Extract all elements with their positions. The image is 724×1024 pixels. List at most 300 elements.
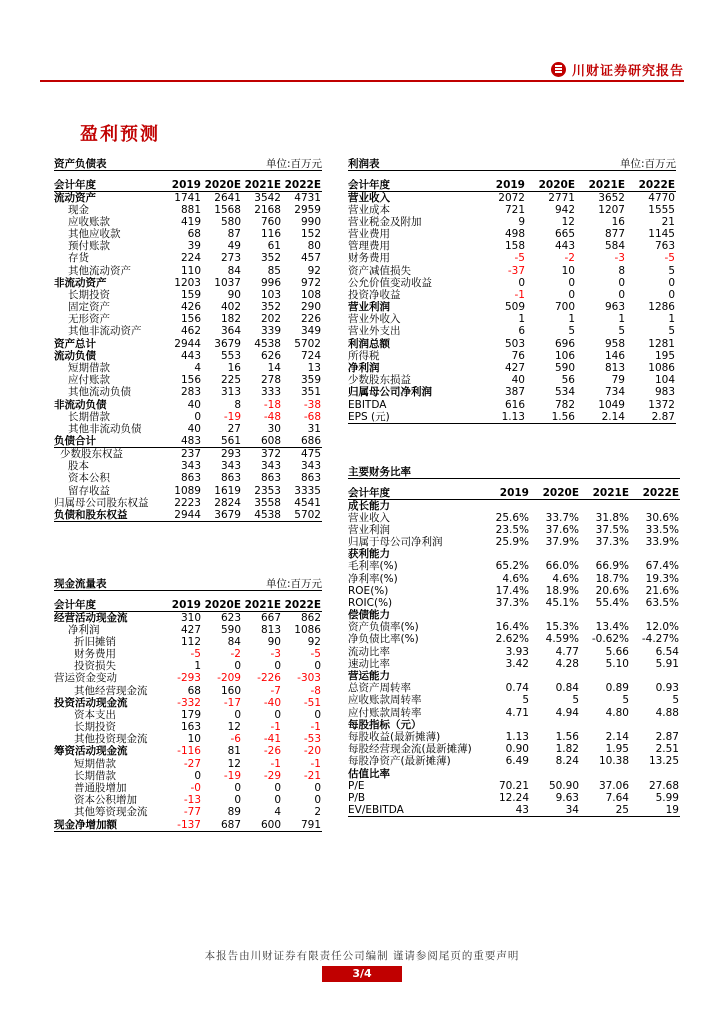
table-title: 主要财务比率 [348, 466, 680, 479]
row-value: 862 [300, 611, 321, 624]
row-value: -37 [507, 264, 525, 277]
row-value: 972 [300, 276, 321, 289]
column-header-year: 2022E [282, 599, 322, 612]
row-value: 1.13 [505, 730, 529, 743]
table-row [348, 277, 676, 289]
column-header-year: 2020E [202, 179, 242, 192]
row-label: 无形资产 [68, 313, 110, 326]
table-row [348, 325, 676, 337]
row-value: 3335 [294, 484, 321, 497]
row-value [530, 499, 580, 512]
row-value: 10 [187, 733, 201, 746]
row-value: 667 [260, 611, 281, 624]
row-value: 3.42 [505, 657, 529, 670]
row-value: 65.2% [495, 560, 529, 573]
row-value [480, 670, 530, 682]
row-value: 103 [260, 288, 281, 301]
row-value: 27.68 [648, 779, 679, 792]
row-value: 534 [554, 386, 575, 399]
row-value: 863 [180, 472, 201, 485]
row-label: 营业成本 [348, 203, 390, 216]
row-value: 30 [267, 422, 281, 435]
row-value: 0.90 [505, 743, 529, 756]
row-value: 1281 [648, 337, 675, 350]
row-value: 2824 [214, 496, 241, 509]
table-row [54, 252, 322, 264]
table-row [348, 658, 680, 670]
table-row [54, 660, 322, 672]
row-value: 66.0% [545, 560, 579, 573]
row-value: 2.51 [655, 743, 679, 756]
row-value: 70.21 [498, 779, 529, 792]
row-value: -1 [514, 288, 525, 301]
table-row [348, 719, 680, 731]
row-value: 92 [307, 264, 321, 277]
row-value: 983 [654, 386, 675, 399]
table-row [348, 609, 680, 621]
row-label: 其他投资现金流 [74, 733, 148, 746]
spacer [348, 479, 680, 487]
income-statement-table [348, 158, 676, 424]
row-label: 流动资产 [54, 191, 96, 204]
row-value: 152 [300, 227, 321, 240]
row-value: 3.93 [505, 645, 529, 658]
row-label: 营业收入 [348, 191, 390, 204]
table-row [348, 731, 680, 743]
row-value: 942 [554, 203, 575, 216]
row-value: 80 [307, 240, 321, 253]
brand-name: 川财证券研究报告 [571, 64, 684, 79]
brand [551, 60, 684, 79]
row-value: -77 [183, 806, 201, 819]
table-row [348, 301, 676, 313]
row-value: 40 [187, 398, 201, 411]
row-label: 其他非流动负债 [68, 422, 142, 435]
row-value: 553 [220, 349, 241, 362]
row-label: 资本公积 [68, 472, 110, 485]
page-header [40, 58, 684, 82]
row-label: 投资活动现金流 [54, 696, 128, 709]
row-value: 1089 [174, 484, 201, 497]
row-value: 8 [234, 398, 241, 411]
table-row [348, 228, 676, 240]
row-value: 616 [504, 398, 525, 411]
table-row [54, 697, 322, 709]
row-value: 13 [307, 362, 321, 375]
row-value: 92 [307, 635, 321, 648]
row-label: 留存收益 [68, 484, 110, 497]
row-label: 预付账款 [68, 240, 110, 253]
row-label: 净负债比率(%) [348, 633, 419, 646]
row-value: 343 [220, 460, 241, 473]
row-value: 584 [604, 240, 625, 253]
row-value: -226 [257, 672, 281, 685]
row-label: EPS (元) [348, 411, 476, 424]
row-value [530, 548, 580, 560]
row-value: -20 [303, 745, 321, 758]
row-value: 5.66 [605, 645, 629, 658]
table-row [54, 399, 322, 411]
row-value: 283 [180, 386, 201, 399]
row-value: 21.6% [645, 584, 679, 597]
row-label: 流动比率 [348, 645, 390, 658]
row-label: 每股经营现金流(最新摊薄) [348, 743, 472, 756]
unit-label: 单位:百万元 [242, 158, 322, 171]
table-title: 利润表 [348, 158, 576, 171]
row-value [530, 609, 580, 621]
table-row [348, 350, 676, 362]
row-value: 372 [260, 448, 281, 461]
table-row [348, 585, 680, 597]
row-value: 364 [220, 325, 241, 338]
table-row [348, 792, 680, 804]
row-label: 短期借款 [74, 757, 116, 770]
row-value: 1 [518, 313, 525, 326]
row-value: -116 [177, 745, 201, 758]
row-value: 813 [604, 362, 625, 375]
row-value: 6.54 [655, 645, 679, 658]
row-value: 4.71 [505, 706, 529, 719]
unit-label: 单位:百万元 [576, 158, 676, 171]
row-value: 5702 [294, 337, 321, 350]
row-value: 278 [260, 374, 281, 387]
row-value: 2072 [498, 191, 525, 204]
row-label: 投资净收益 [348, 288, 401, 301]
row-value [530, 719, 580, 731]
table-row [348, 512, 680, 524]
row-value: 343 [180, 460, 201, 473]
row-value: 608 [242, 435, 282, 448]
row-label: 公允价值变动收益 [348, 276, 432, 289]
column-header-year: 2021E [242, 599, 282, 612]
row-value: 156 [180, 374, 201, 387]
row-value: 626 [260, 349, 281, 362]
row-value: 2641 [214, 191, 241, 204]
row-label: ROIC(%) [348, 596, 393, 609]
row-value: 419 [180, 215, 201, 228]
row-value: 1372 [648, 398, 675, 411]
table-row [54, 819, 322, 832]
row-value: 25.6% [495, 511, 529, 524]
row-value [580, 767, 630, 779]
row-value: 5 [622, 694, 629, 707]
row-value: 359 [300, 374, 321, 387]
row-label: 其他流动资产 [68, 264, 131, 277]
row-value: -48 [263, 410, 281, 423]
row-value: 273 [220, 252, 241, 265]
row-label: 负债和股东权益 [54, 509, 162, 522]
table-row [348, 694, 680, 706]
row-value: 996 [260, 276, 281, 289]
row-value: 863 [260, 472, 281, 485]
table-row [348, 264, 676, 276]
row-value: 160 [220, 684, 241, 697]
row-value [580, 609, 630, 621]
row-label: 营业收入 [348, 511, 390, 524]
column-header-year: 2021E [242, 179, 282, 192]
row-value: 18.9% [545, 584, 579, 597]
row-value: 12 [227, 757, 241, 770]
page-number: 3/4 [322, 966, 402, 982]
table-row [348, 216, 676, 228]
row-value: -5 [664, 252, 675, 265]
row-label: 流动负债 [54, 349, 96, 362]
row-value: -137 [162, 819, 202, 832]
table-row [348, 755, 680, 767]
table-row [348, 411, 676, 424]
table-row [348, 204, 676, 216]
row-value: -0 [190, 782, 201, 795]
row-value: 16.4% [495, 621, 529, 634]
column-header-year: 2019 [162, 179, 202, 192]
row-value: 290 [300, 301, 321, 314]
row-value: 0.74 [505, 682, 529, 695]
spacer [54, 171, 322, 179]
row-value: 509 [504, 301, 525, 314]
row-value: 483 [162, 435, 202, 448]
row-value: -40 [263, 696, 281, 709]
table-row [54, 721, 322, 733]
row-label: 财务费用 [74, 647, 116, 660]
row-label: 短期借款 [68, 362, 110, 375]
row-value: 5 [672, 694, 679, 707]
row-value: 18.7% [595, 572, 629, 585]
row-label: 净利润 [68, 623, 100, 636]
row-value: 67.4% [645, 560, 679, 573]
row-value: -5 [190, 647, 201, 660]
row-value: 8.24 [555, 755, 579, 768]
row-label: 折旧摊销 [74, 635, 116, 648]
column-header-label: 会计年度 [54, 179, 162, 192]
row-value: 863 [220, 472, 241, 485]
row-value: 45.1% [545, 596, 579, 609]
row-value: 623 [220, 611, 241, 624]
row-value: 33.9% [645, 535, 679, 548]
row-label: 每股指标（元） [348, 718, 422, 731]
table-row [54, 794, 322, 806]
table-row [54, 484, 322, 496]
row-value: -29 [263, 769, 281, 782]
table-row [348, 572, 680, 584]
row-label: 归属母公司股东权益 [54, 496, 149, 509]
row-value: 990 [300, 215, 321, 228]
row-value [530, 670, 580, 682]
row-value: 590 [220, 623, 241, 636]
table-row [54, 460, 322, 472]
row-value: 0 [194, 410, 201, 423]
row-value: 343 [300, 460, 321, 473]
row-value: 163 [180, 721, 201, 734]
row-label: 负债合计 [54, 435, 162, 448]
row-value: 724 [300, 349, 321, 362]
row-value: 1.56 [555, 730, 579, 743]
row-label: 总资产周转率 [348, 682, 411, 695]
row-value: 600 [242, 819, 282, 832]
row-value: 6 [518, 325, 525, 338]
row-value: 156 [180, 313, 201, 326]
row-label: 投资损失 [74, 660, 116, 673]
table-row [348, 560, 680, 572]
row-value: 0 [234, 794, 241, 807]
row-value [630, 499, 680, 512]
row-value: 2.62% [495, 633, 529, 646]
row-value: 9 [518, 215, 525, 228]
column-header-year: 2019 [476, 179, 526, 192]
row-label: 营业外收入 [348, 313, 401, 326]
row-label: 获利能力 [348, 548, 390, 561]
row-value: 0 [568, 276, 575, 289]
row-value: 5 [572, 694, 579, 707]
row-value: 21 [661, 215, 675, 228]
row-value: 3558 [254, 496, 281, 509]
row-label: 利润总额 [348, 337, 390, 350]
column-header-year: 2021E [576, 179, 626, 192]
table-row [348, 524, 680, 536]
row-value: 1207 [598, 203, 625, 216]
row-label: ROE(%) [348, 584, 389, 597]
row-label: 应付账款 [68, 374, 110, 387]
row-value: 40 [187, 422, 201, 435]
row-label: 速动比率 [348, 657, 390, 670]
row-value: 1.13 [476, 411, 526, 424]
row-value: 0 [314, 708, 321, 721]
row-value: 339 [260, 325, 281, 338]
row-value: -27 [183, 757, 201, 770]
balance-sheet-table [54, 158, 322, 522]
row-value: 1145 [648, 227, 675, 240]
row-value [630, 548, 680, 560]
row-value: -0.62% [591, 633, 629, 646]
row-value [630, 719, 680, 731]
row-value: -1 [310, 757, 321, 770]
row-value: -332 [177, 696, 201, 709]
column-header-year: 2019 [480, 487, 530, 500]
row-value: 0 [518, 276, 525, 289]
row-value: 333 [260, 386, 281, 399]
row-value: 0.89 [605, 682, 629, 695]
row-value: 696 [554, 337, 575, 350]
table-row [54, 411, 322, 423]
table-row [54, 277, 322, 289]
row-label: 其他经营现金流 [74, 684, 148, 697]
row-value: -8 [310, 684, 321, 697]
row-value: 2353 [254, 484, 281, 497]
row-value: -3 [614, 252, 625, 265]
column-header-year: 2022E [282, 179, 322, 192]
row-value: 686 [282, 435, 322, 448]
row-label: 估值比率 [348, 767, 390, 780]
row-value: 0 [234, 708, 241, 721]
table-row [54, 709, 322, 721]
table-row [54, 350, 322, 362]
table-row [348, 743, 680, 755]
row-value: 0 [668, 276, 675, 289]
row-value: -5 [310, 647, 321, 660]
column-header-label: 会计年度 [348, 179, 476, 192]
row-value: 4541 [294, 496, 321, 509]
row-value: 55.4% [595, 596, 629, 609]
row-value [630, 609, 680, 621]
row-value: 1.56 [526, 411, 576, 424]
table-row [54, 289, 322, 301]
row-value: -1 [310, 721, 321, 734]
row-label: 长期借款 [68, 410, 110, 423]
row-label: 非流动资产 [54, 276, 107, 289]
table-row [54, 240, 322, 252]
row-label: 现金净增加额 [54, 819, 162, 832]
row-value: 19 [630, 804, 680, 817]
row-label: 现金 [68, 203, 89, 216]
row-value: 0 [274, 660, 281, 673]
table-row [54, 733, 322, 745]
column-header-year: 2022E [626, 179, 676, 192]
row-value: 50.90 [548, 779, 579, 792]
row-value: 4.28 [555, 657, 579, 670]
row-value [580, 499, 630, 512]
row-value [580, 719, 630, 731]
row-value: 0 [274, 782, 281, 795]
row-value: -1 [270, 721, 281, 734]
row-value: 81 [227, 745, 241, 758]
table-row [348, 670, 680, 682]
table-row [54, 325, 322, 337]
row-value: 2.87 [626, 411, 676, 424]
row-label: 非流动负债 [54, 398, 107, 411]
row-value: 387 [504, 386, 525, 399]
row-value: 313 [220, 386, 241, 399]
table-row [54, 338, 322, 350]
financial-ratios-table [348, 466, 680, 817]
row-label: 营运资金变动 [54, 672, 117, 685]
table-row [348, 399, 676, 411]
row-value: 68 [187, 227, 201, 240]
row-value: 66.9% [595, 560, 629, 573]
row-value: 734 [604, 386, 625, 399]
table-row [348, 548, 680, 560]
row-value: 61 [267, 240, 281, 253]
row-value: 4.6% [552, 572, 579, 585]
row-value: 1741 [174, 191, 201, 204]
row-value: -17 [223, 696, 241, 709]
row-value: 15.3% [545, 621, 579, 634]
row-value: 2223 [174, 496, 201, 509]
row-value: 8 [618, 264, 625, 277]
row-label: EV/EBITDA [348, 804, 480, 817]
row-label: 毛利率(%) [348, 560, 398, 573]
row-value: 863 [300, 472, 321, 485]
row-value: 0 [274, 708, 281, 721]
row-label: P/E [348, 779, 365, 792]
table-row [348, 240, 676, 252]
row-value: 462 [180, 325, 201, 338]
table-row [54, 386, 322, 398]
row-value: -41 [263, 733, 281, 746]
row-value: 104 [654, 374, 675, 387]
row-value: 63.5% [645, 596, 679, 609]
table-row [54, 684, 322, 696]
row-value [480, 609, 530, 621]
row-value: 159 [180, 288, 201, 301]
row-value: 84 [227, 635, 241, 648]
table-row [54, 204, 322, 216]
row-value: 13.4% [595, 621, 629, 634]
row-value: 687 [202, 819, 242, 832]
row-value: 112 [180, 635, 201, 648]
row-value: 116 [260, 227, 281, 240]
row-value: 1.82 [555, 743, 579, 756]
row-label: 营业利润 [348, 301, 390, 314]
table-row [54, 672, 322, 684]
